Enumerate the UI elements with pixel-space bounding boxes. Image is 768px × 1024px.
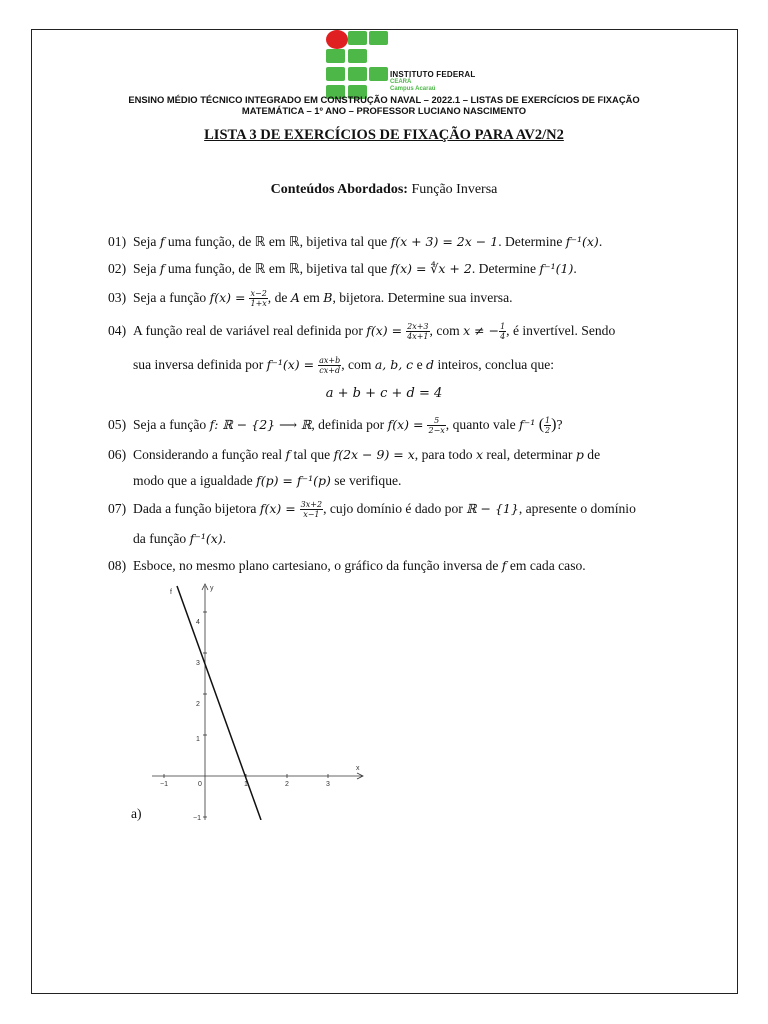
question-06: 06) Considerando a função real f tal que f(2x − 9) = x, para todo x real, determinar p de <box>108 447 601 462</box>
x-tick-0: 0 <box>198 781 202 788</box>
page-title: LISTA 3 DE EXERCÍCIOS DE FIXAÇÃO PARA AV2/N2 <box>204 127 564 143</box>
question-07: 07) Dada a função bijetora f(x) = $\frac{3x+2}{x-1}$ , cujo domínio é dado por ℝ − {1}, apresente o domínio <box>108 500 636 520</box>
y-tick-2: 2 <box>196 701 200 708</box>
function-f-line <box>177 586 261 820</box>
logo-text <box>390 70 475 93</box>
x-tick-neg1: −1 <box>160 781 168 788</box>
question-04: 04) A função real de variável real definida por f(x) = $\frac{2x+3}{4x+1}$ , com x ≠ − $\frac{1}{4}$ , é invertível. Sendo <box>108 322 616 342</box>
question-03: 03) Seja a função f(x) = $\frac{x-2}{1+x}$ , de A em B, bijetora. Determine sua inversa. <box>108 289 513 309</box>
y-tick-3: 3 <box>196 660 200 667</box>
graph-a <box>148 580 370 820</box>
question-08: 08) Esboce, no mesmo plano cartesiano, o gráfico da função inversa de f em cada caso. <box>108 558 586 573</box>
logo-name: INSTITUTO FEDERAL <box>390 70 476 79</box>
question-02: 02) Seja f uma função, de ℝ em ℝ, bijetiva tal que f(x) = ∜x + 2. Determine f⁻¹(1). <box>108 261 577 276</box>
logo-campus: Campus Acaraú <box>390 86 436 92</box>
y-tick-neg1: −1 <box>193 815 201 820</box>
x-tick-2: 2 <box>285 781 289 788</box>
question-05: 05) Seja a função f: ℝ − {2} ⟶ ℝ, definida por f(x) = $\frac{5}{2-x}$ , quanto vale f⁻¹ ( $\frac{1}{2}$ )? <box>108 416 563 436</box>
y-axis-label: y <box>210 585 214 592</box>
question-04-line-2: sua inversa definida por f⁻¹(x) = $\frac{ax+b}{cx+d}$ , com a, b, c e d inteiros, conclua que: <box>133 356 555 376</box>
x-axis-label: x <box>356 765 360 772</box>
function-label: f <box>170 589 172 596</box>
y-tick-1: 1 <box>196 736 200 743</box>
question-04-equation: a + b + c + d = 4 <box>325 386 443 401</box>
logo-state: CEARÁ <box>390 79 412 85</box>
x-tick-3: 3 <box>326 781 330 788</box>
x-tick-1: 1 <box>244 781 248 788</box>
header-line-1: ENSINO MÉDIO TÉCNICO INTEGRADO EM CONSTRUÇÃO NAVAL – 2022.1 – LISTAS DE EXERCÍCIOS DE FIXAÇÃO <box>128 94 640 105</box>
logo-red-circle <box>326 30 348 49</box>
y-tick-4: 4 <box>196 619 200 626</box>
question-07-line-2: da função f⁻¹(x). <box>133 531 227 546</box>
subtitle: Conteúdos Abordados: Função Inversa <box>270 182 498 197</box>
graph-item-label: a) <box>131 806 142 821</box>
question-06-line-2: modo que a igualdade f(p) = f⁻¹(p) se verifique. <box>133 473 402 488</box>
question-01: 01) Seja f uma função, de ℝ em ℝ, bijetiva tal que f(x + 3) = 2x − 1. Determine f⁻¹(x). <box>108 234 603 249</box>
header-line-2: MATEMÁTICA – 1º ANO – PROFESSOR LUCIANO NASCIMENTO <box>241 105 527 116</box>
